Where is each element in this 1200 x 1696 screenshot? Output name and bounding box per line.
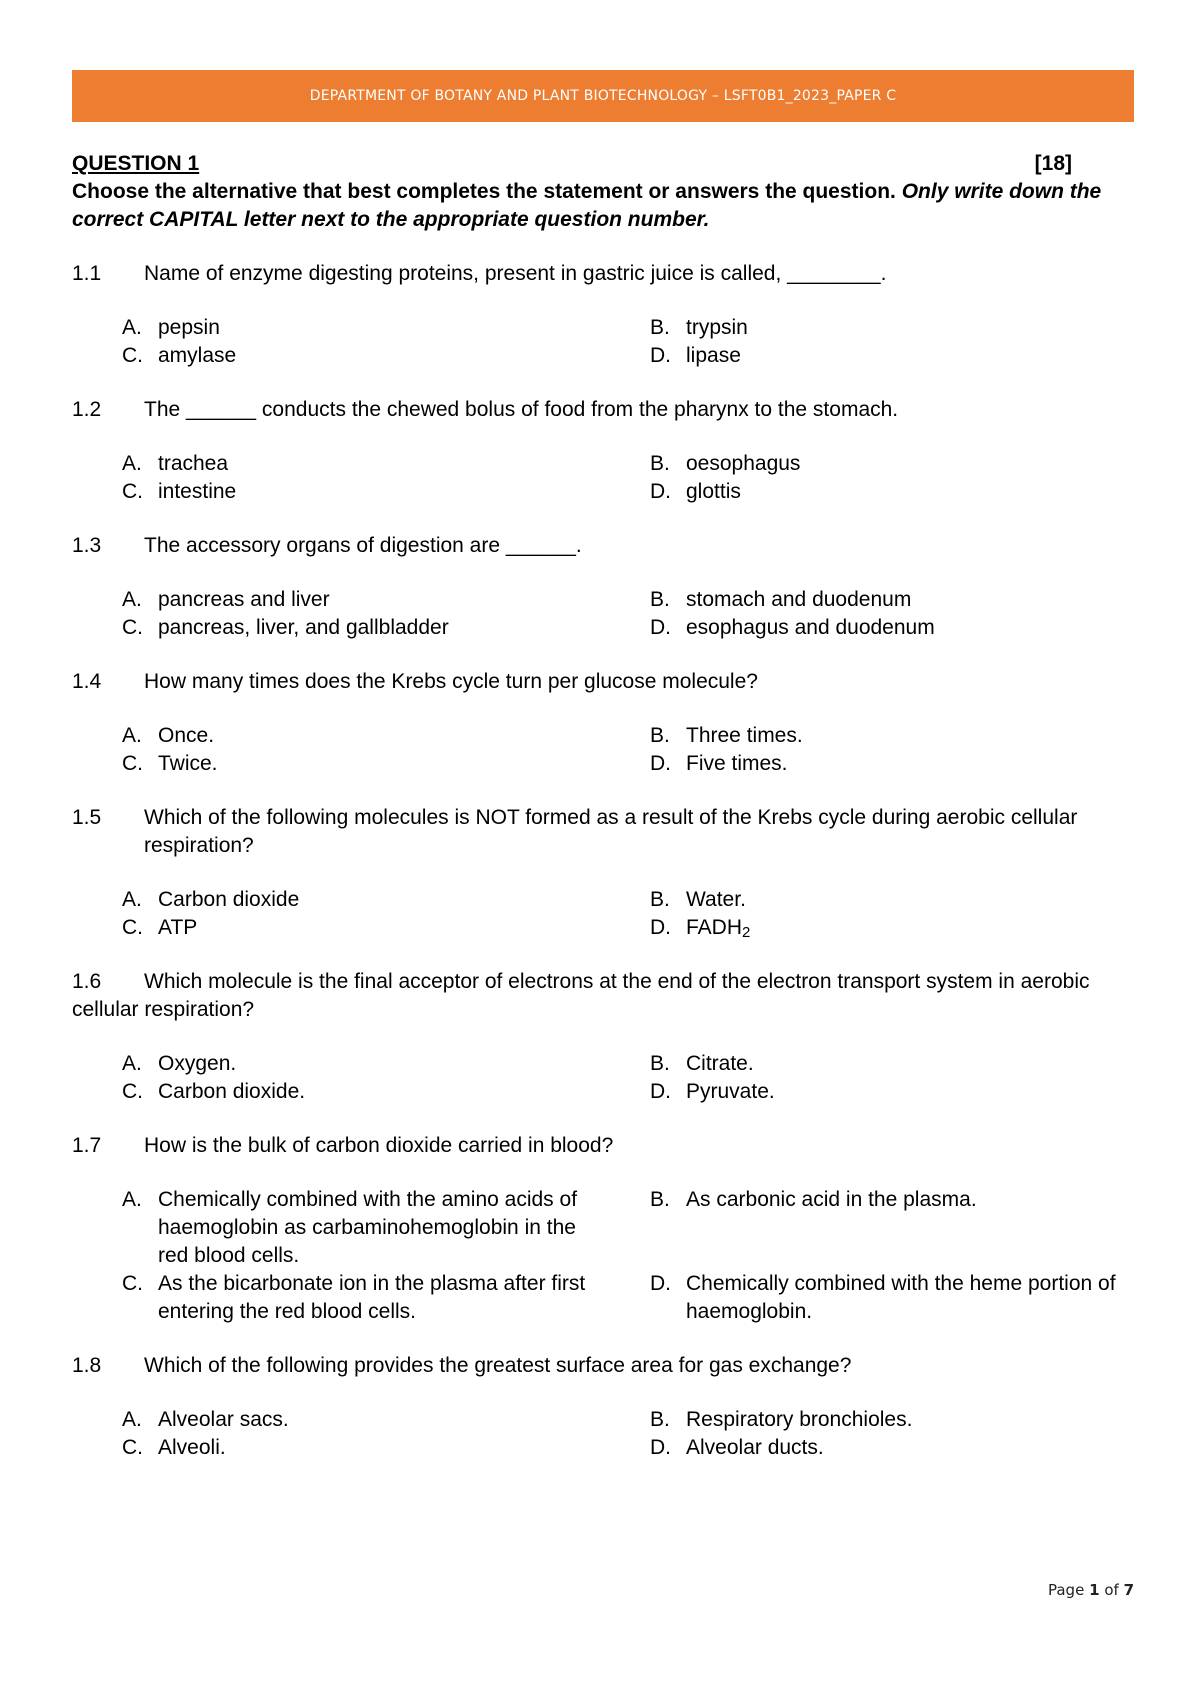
option-c <box>122 750 650 778</box>
option-c <box>122 342 650 370</box>
option-d <box>650 614 1134 642</box>
question-text: Which molecule is the final acceptor of electrons at the end of the electron transport system in aerobic cellular respiration? <box>72 970 1090 1021</box>
option-letter: B. <box>650 1408 670 1431</box>
options-grid <box>122 722 1134 778</box>
option-letter: D. <box>650 480 671 503</box>
option-letter: C. <box>122 480 143 503</box>
option-letter: B. <box>650 1188 670 1211</box>
option-d <box>650 1078 1134 1106</box>
options-grid <box>122 586 1134 642</box>
option-text: Alveoli. <box>158 1436 226 1459</box>
instruction-italic: Only write down the correct CAPITAL letter next to the appropriate question number. <box>72 180 1102 231</box>
option-letter: D. <box>650 916 671 939</box>
question-number: 1.3 <box>72 534 102 557</box>
option-text: trachea <box>158 452 229 475</box>
option-letter: B. <box>650 452 670 475</box>
option-text: As carbonic acid in the plasma. <box>686 1188 977 1211</box>
total-pages: 7 <box>1123 1581 1134 1599</box>
option-text: Alveolar ducts. <box>686 1436 824 1459</box>
question-number: 1.7 <box>72 1134 102 1157</box>
option-letter: C. <box>122 344 143 367</box>
page-number <box>1048 1581 1134 1599</box>
option-c <box>122 1434 650 1462</box>
option-a <box>122 1186 650 1270</box>
option-letter: C. <box>122 1080 143 1103</box>
option-text <box>686 914 1134 942</box>
question-number: 1.6 <box>72 970 102 993</box>
option-text: trypsin <box>686 316 748 339</box>
header-title: DEPARTMENT OF BOTANY AND PLANT BIOTECHNOLOGY – LSFT0B1_2023_PAPER C <box>309 88 897 104</box>
option-letter: C. <box>122 1436 143 1459</box>
option-letter: A. <box>122 1052 142 1075</box>
option-letter: D. <box>650 1080 671 1103</box>
option-text: Chemically combined with the amino acids of haemoglobin as carbaminohemoglobin in the red blood cells. <box>158 1188 578 1267</box>
option-text: As the bicarbonate ion in the plasma after first entering the red blood cells. <box>158 1272 586 1323</box>
question-title: QUESTION 1 <box>72 152 200 175</box>
option-text: oesophagus <box>686 452 801 475</box>
option-letter: A. <box>122 452 142 475</box>
question-text: Name of enzyme digesting proteins, present in gastric juice is called, ________. <box>144 262 887 285</box>
subscript-two: 2 <box>742 924 751 941</box>
option-letter: A. <box>122 588 142 611</box>
option-b <box>650 1406 1134 1434</box>
question-text: The ______ conducts the chewed bolus of food from the pharynx to the stomach. <box>144 398 899 421</box>
question-text: Which of the following provides the greatest surface area for gas exchange? <box>144 1354 852 1377</box>
option-text: pancreas, liver, and gallbladder <box>158 616 449 639</box>
option-text: lipase <box>686 344 741 367</box>
question-instruction <box>72 178 1134 234</box>
question-item <box>72 1352 1134 1462</box>
option-text: stomach and duodenum <box>686 588 912 611</box>
option-a <box>122 450 650 478</box>
options-grid <box>122 1050 1134 1106</box>
option-d <box>650 914 1134 942</box>
question-text: How is the bulk of carbon dioxide carried in blood? <box>144 1134 614 1157</box>
option-text: glottis <box>686 480 741 503</box>
question-number: 1.1 <box>72 262 102 285</box>
option-b <box>650 1050 1134 1078</box>
option-c <box>122 914 650 942</box>
option-text: ATP <box>158 916 198 939</box>
question-number: 1.8 <box>72 1354 102 1377</box>
question-marks: [18] <box>1034 152 1072 175</box>
current-page: 1 <box>1089 1581 1100 1599</box>
option-letter: B. <box>650 1052 670 1075</box>
question-text: Which of the following molecules is NOT formed as a result of the Krebs cycle during aerobic cellular respiration? <box>144 806 1078 857</box>
option-letter: A. <box>122 724 142 747</box>
option-text: Alveolar sacs. <box>158 1408 289 1431</box>
option-text: Twice. <box>158 752 218 775</box>
option-letter: D. <box>650 344 671 367</box>
question-item <box>72 1132 1134 1326</box>
option-c <box>122 1270 650 1326</box>
option-letter: C. <box>122 752 143 775</box>
options-grid <box>122 1406 1134 1462</box>
options-grid <box>122 314 1134 370</box>
option-letter: C. <box>122 616 143 639</box>
option-text: Pyruvate. <box>686 1080 775 1103</box>
question-heading <box>72 150 1134 178</box>
question-content <box>72 150 1134 1462</box>
fadh-text: FADH <box>686 916 743 939</box>
option-text: Oxygen. <box>158 1052 237 1075</box>
question-item <box>72 804 1134 942</box>
options-grid <box>122 450 1134 506</box>
option-b <box>650 450 1134 478</box>
option-letter: B. <box>650 316 670 339</box>
option-b <box>650 886 1134 914</box>
question-number: 1.5 <box>72 806 102 829</box>
question-item <box>72 968 1134 1106</box>
option-letter: D. <box>650 752 671 775</box>
option-a <box>122 886 650 914</box>
option-d <box>650 342 1134 370</box>
option-a <box>122 314 650 342</box>
option-text: pancreas and liver <box>158 588 330 611</box>
option-letter: D. <box>650 616 671 639</box>
option-text: intestine <box>158 480 237 503</box>
option-letter: A. <box>122 316 142 339</box>
option-letter: C. <box>122 916 143 939</box>
question-item <box>72 260 1134 370</box>
option-letter: B. <box>650 588 670 611</box>
question-item <box>72 396 1134 506</box>
instruction-bold: Choose the alternative that best completes the statement or answers the question. <box>72 180 896 203</box>
option-text: amylase <box>158 344 237 367</box>
header-bar <box>72 70 1134 122</box>
option-b <box>650 1186 1134 1270</box>
option-text: esophagus and duodenum <box>686 616 935 639</box>
option-d <box>650 1270 1134 1326</box>
option-letter: A. <box>122 888 142 911</box>
options-grid <box>122 1186 1134 1326</box>
option-a <box>122 1406 650 1434</box>
option-letter: A. <box>122 1188 142 1211</box>
option-c <box>122 478 650 506</box>
option-letter: C. <box>122 1272 143 1295</box>
option-letter: D. <box>650 1436 671 1459</box>
option-b <box>650 722 1134 750</box>
option-text: Three times. <box>686 724 803 747</box>
question-item <box>72 532 1134 642</box>
of-word: of <box>1104 1581 1119 1599</box>
option-c <box>122 614 650 642</box>
option-a <box>122 722 650 750</box>
option-letter: D. <box>650 1272 671 1295</box>
option-letter: B. <box>650 724 670 747</box>
option-text: Chemically combined with the heme portion of haemoglobin. <box>686 1272 1116 1323</box>
option-b <box>650 314 1134 342</box>
option-letter: A. <box>122 1408 142 1431</box>
option-text: pepsin <box>158 316 220 339</box>
option-d <box>650 750 1134 778</box>
question-text: How many times does the Krebs cycle turn per glucose molecule? <box>144 670 758 693</box>
question-text: The accessory organs of digestion are ______. <box>144 534 582 557</box>
option-a <box>122 1050 650 1078</box>
option-text: Water. <box>686 888 746 911</box>
option-text: Carbon dioxide <box>158 888 300 911</box>
page-word: Page <box>1047 1581 1085 1599</box>
option-d <box>650 478 1134 506</box>
option-letter: B. <box>650 888 670 911</box>
option-b <box>650 586 1134 614</box>
option-a <box>122 586 650 614</box>
option-text: Respiratory bronchioles. <box>686 1408 913 1431</box>
question-item <box>72 668 1134 778</box>
option-text: Five times. <box>686 752 788 775</box>
option-text: Carbon dioxide. <box>158 1080 306 1103</box>
options-grid <box>122 886 1134 942</box>
option-text: Citrate. <box>686 1052 754 1075</box>
question-number: 1.2 <box>72 398 102 421</box>
question-number: 1.4 <box>72 670 102 693</box>
option-text: Once. <box>158 724 215 747</box>
option-c <box>122 1078 650 1106</box>
option-d <box>650 1434 1134 1462</box>
